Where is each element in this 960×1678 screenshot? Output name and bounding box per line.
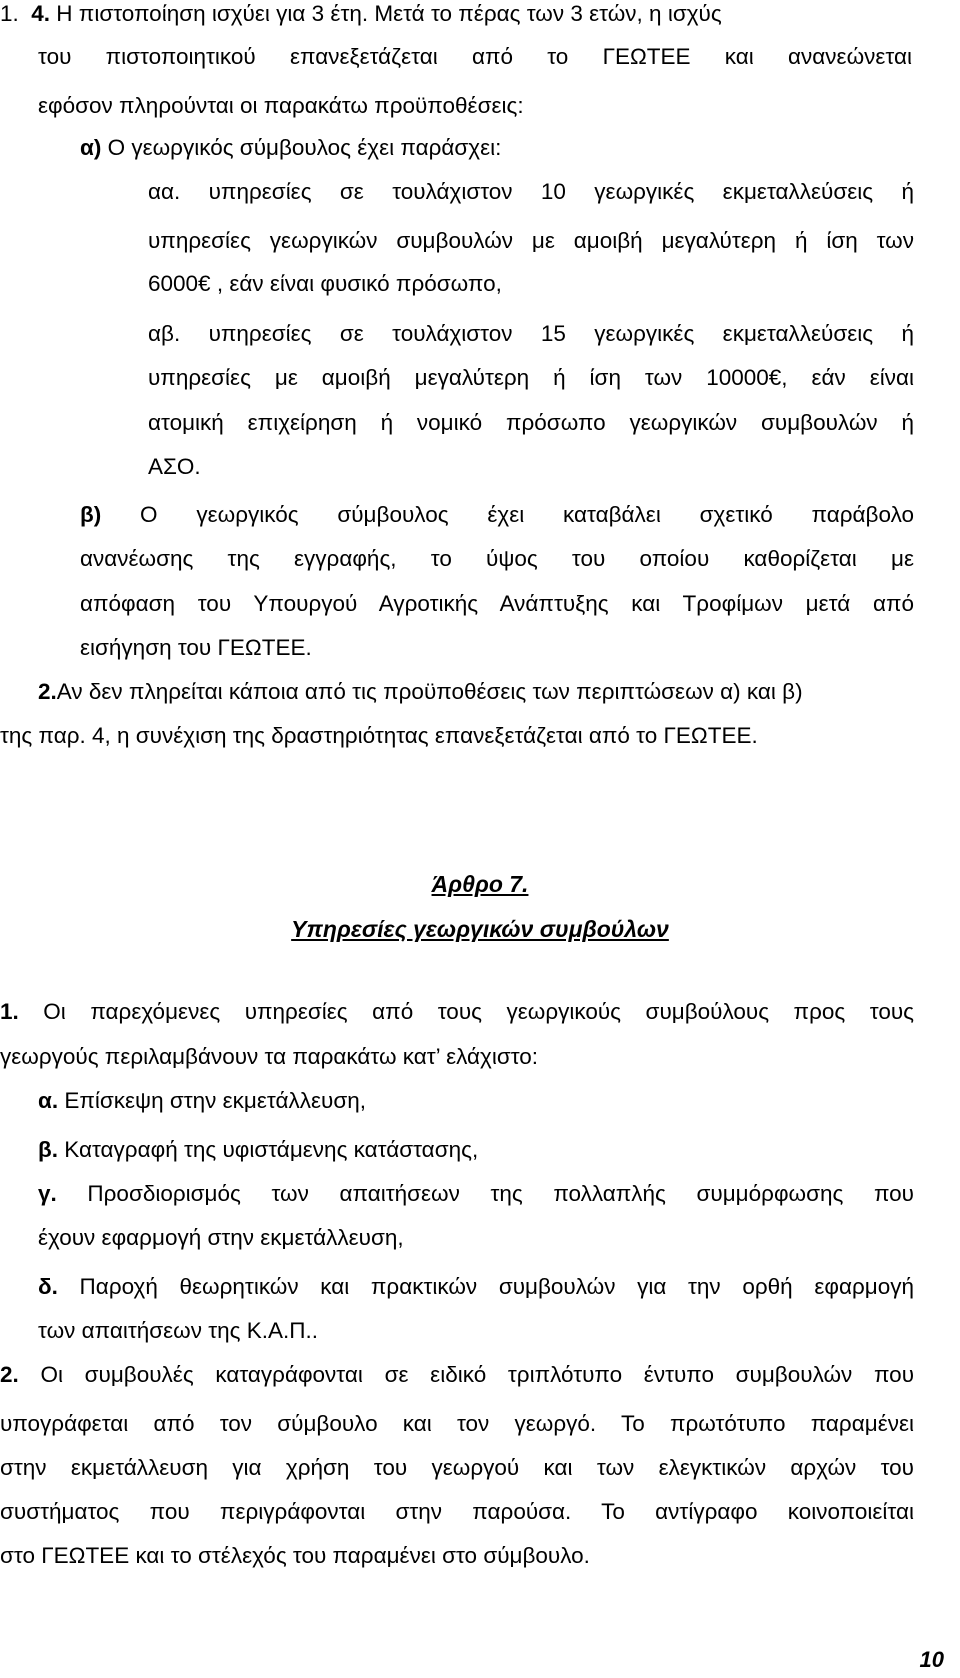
condition-b-line-2: ανανέωσης της εγγραφής, το ύψος του οποίου καθορίζεται με bbox=[80, 546, 914, 571]
list-item-b-text: Καταγραφή της υφιστάμενης κατάστασης, bbox=[57, 1137, 479, 1162]
list-item-c-text: Προσδιορισμός των απαιτήσεων της πολλαπλής συμμόρφωσης που bbox=[56, 1181, 914, 1206]
list-item-c-line-2: έχουν εφαρμογή στην εκμετάλλευση, bbox=[38, 1225, 404, 1250]
item-2-number: 2. bbox=[38, 679, 57, 704]
item-4-line-2: του πιστοποιητικού επανεξετάζεται από το ΓΕΩΤΕΕ και ανανεώνεται bbox=[38, 44, 912, 69]
paragraph-2-number: 2. bbox=[0, 1362, 19, 1387]
paragraph-2-line-3: στην εκμετάλλευση για χρήση του γεωργού και των ελεγκτικών αρχών του bbox=[0, 1455, 914, 1480]
condition-ab-line-1: αβ. υπηρεσίες σε τουλάχιστον 15 γεωργικές εκμεταλλεύσεις ή bbox=[148, 321, 914, 346]
condition-ab-line-3: ατομική επιχείρηση ή νομικό πρόσωπο γεωργικών συμβουλών ή bbox=[148, 410, 914, 435]
paragraph-1-number: 1. bbox=[0, 999, 19, 1024]
condition-b-label: β) bbox=[80, 502, 102, 527]
item-number: 4. bbox=[31, 1, 51, 26]
paragraph-2-line-2: υπογράφεται από τον σύμβουλο και τον γεωργό. Το πρωτότυπο παραμένει bbox=[0, 1411, 914, 1436]
item-2-text: Αν δεν πληρείται κάποια από τις προϋποθέσεις των περιπτώσεων α) και β) bbox=[56, 679, 803, 704]
paragraph-1-text: Οι παρεχόμενες υπηρεσίες από τους γεωργικούς συμβούλους προς τους bbox=[18, 999, 914, 1024]
paragraph-1-line-1 bbox=[0, 998, 914, 1026]
item-2-line-2: της παρ. 4, η συνέχιση της δραστηριότητας επανεξετάζεται από το ΓΕΩΤΕΕ. bbox=[0, 723, 758, 748]
paragraph-2-line-5: στο ΓΕΩΤΕΕ και το στέλεχός του παραμένει στο σύμβουλο. bbox=[0, 1543, 590, 1568]
item-2-line-1 bbox=[38, 678, 803, 706]
item-4-line-3: εφόσον πληρούνται οι παρακάτω προϋποθέσεις: bbox=[38, 93, 524, 118]
condition-b-text: Ο γεωργικός σύμβουλος έχει καταβάλει σχετικό παράβολο bbox=[101, 502, 914, 527]
condition-a bbox=[80, 134, 501, 162]
paragraph-1-line-2: γεωργούς περιλαμβάνουν τα παρακάτω κατ’ ελάχιστο: bbox=[0, 1044, 539, 1069]
list-item-a-label: α. bbox=[38, 1088, 59, 1113]
paragraph-2-line-4: συστήματος που περιγράφονται στην παρούσα. Το αντίγραφο κοινοποιείται bbox=[0, 1499, 914, 1524]
list-item-a bbox=[38, 1087, 366, 1115]
condition-a-label: α) bbox=[80, 135, 102, 160]
paragraph-2-line-1 bbox=[0, 1361, 914, 1389]
list-item-b-label: β. bbox=[38, 1137, 58, 1162]
article-title: Υπηρεσίες γεωργικών συμβούλων bbox=[291, 916, 669, 942]
list-item-b bbox=[38, 1136, 478, 1164]
condition-aa-line-2: υπηρεσίες γεωργικών συμβουλών με αμοιβή μεγαλύτερη ή ίση των bbox=[148, 228, 914, 253]
list-item-c-line-1 bbox=[38, 1180, 914, 1208]
item-4-text: Η πιστοποίηση ισχύει για 3 έτη. Μετά το πέρας των 3 ετών, η ισχύς bbox=[50, 1, 722, 26]
condition-b-line-3: απόφαση του Υπουργού Αγροτικής Ανάπτυξης και Τροφίμων μετά από bbox=[80, 591, 914, 616]
item-4-line-1 bbox=[0, 0, 722, 28]
list-item-a-text: Επίσκεψη στην εκμετάλλευση, bbox=[58, 1088, 366, 1113]
condition-ab-line-4: ΑΣΟ. bbox=[148, 454, 201, 479]
list-item-d-line-2: των απαιτήσεων της Κ.Α.Π.. bbox=[38, 1318, 319, 1343]
condition-ab-line-2: υπηρεσίες με αμοιβή μεγαλύτερη ή ίση των 10000€, εάν είναι bbox=[148, 365, 914, 390]
list-item-c-label: γ. bbox=[38, 1181, 57, 1206]
item-marker: 1. bbox=[0, 1, 19, 26]
page-number: 10 bbox=[919, 1647, 944, 1672]
condition-aa-line-3: 6000€ , εάν είναι φυσικό πρόσωπο, bbox=[148, 271, 502, 296]
list-item-d-label: δ. bbox=[38, 1274, 58, 1299]
condition-b-line-1 bbox=[80, 501, 914, 529]
condition-aa-line-1: αα. υπηρεσίες σε τουλάχιστον 10 γεωργικές εκμεταλλεύσεις ή bbox=[148, 179, 914, 204]
list-item-d-text: Παροχή θεωρητικών και πρακτικών συμβουλών για την ορθή εφαρμογή bbox=[57, 1274, 914, 1299]
article-number: Άρθρο 7. bbox=[431, 871, 529, 897]
paragraph-2-text: Οι συμβουλές καταγράφονται σε ειδικό τριπλότυπο έντυπο συμβουλών που bbox=[18, 1362, 914, 1387]
list-item-d-line-1 bbox=[38, 1273, 914, 1301]
condition-a-text: Ο γεωργικός σύμβουλος έχει παράσχει: bbox=[101, 135, 502, 160]
condition-b-line-4: εισήγηση του ΓΕΩΤΕΕ. bbox=[80, 635, 312, 660]
